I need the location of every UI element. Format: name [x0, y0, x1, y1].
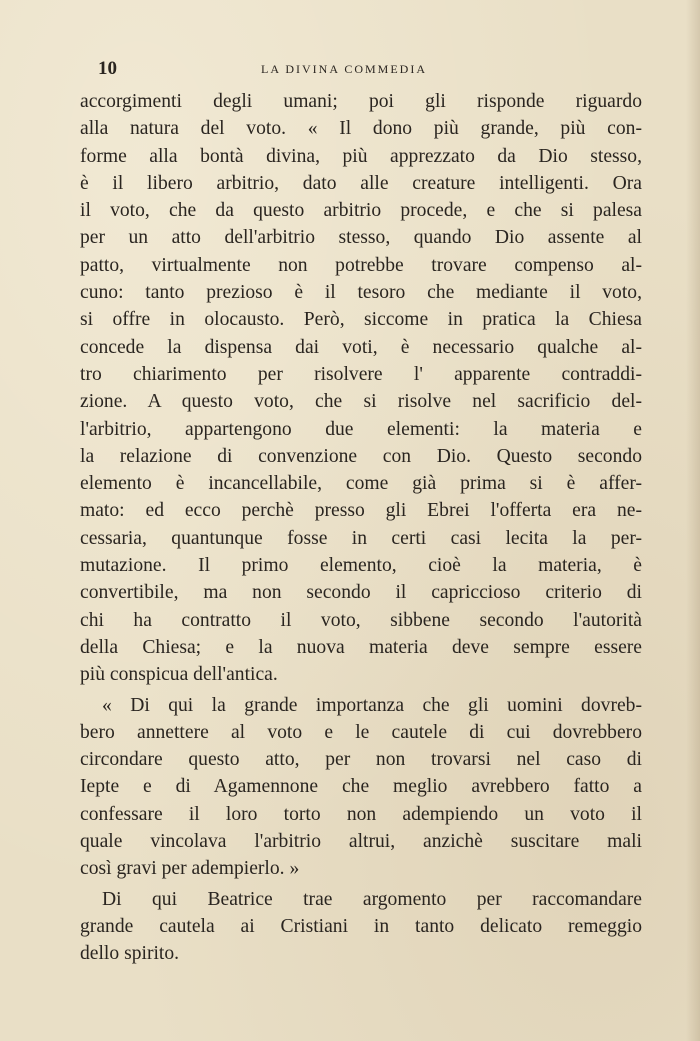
paragraph [80, 886, 642, 968]
text-line: quale vincolava l'arbitrio altrui, anzichè suscitare mali [80, 831, 642, 853]
text-line: è il libero arbitrio, dato alle creature intelligenti. Ora [80, 172, 642, 194]
text-line: chi ha contratto il voto, sibbene secondo l'autorità [80, 609, 642, 631]
text-line: elemento è incancellabile, come già prima si è affer- [80, 473, 642, 495]
text-line: il voto, che da questo arbitrio procede, e che si palesa [80, 200, 642, 222]
text-line: dello spirito. [80, 943, 180, 965]
page-number: 10 [98, 58, 117, 79]
text-line: grande cautela ai Cristiani in tanto delicato remeggio [80, 915, 642, 937]
text-line: forme alla bontà divina, più apprezzato da Dio stesso, [80, 145, 642, 167]
page-edge-shadow [686, 0, 700, 1041]
text-line: più conspicua dell'antica. [80, 664, 278, 686]
text-line: convertibile, ma non secondo il capriccioso criterio di [80, 582, 642, 604]
text-line: la relazione di convenzione con Dio. Questo secondo [80, 445, 642, 467]
text-line: cessaria, quantunque fosse in certi casi lecita la per- [80, 527, 642, 549]
paragraph [80, 88, 642, 689]
text-line: mato: ed ecco perchè presso gli Ebrei l'offerta era ne- [80, 500, 642, 522]
text-line: tro chiarimento per risolvere l' apparente contraddi- [80, 363, 642, 385]
text-line: così gravi per adempierlo. » [80, 858, 300, 880]
text-line: bero annettere al voto e le cautele di cui dovrebbero [80, 721, 642, 743]
running-title: LA DIVINA COMMEDIA [261, 62, 427, 76]
text-line: accorgimenti degli umani; poi gli risponde riguardo [80, 91, 642, 112]
text-line: per un atto dell'arbitrio stesso, quando Dio assente al [80, 227, 642, 249]
text-line: si offre in olocausto. Però, siccome in pratica la Chiesa [80, 309, 642, 331]
text-line: mutazione. Il primo elemento, cioè la materia, è [80, 555, 642, 577]
text-line: zione. A questo voto, che si risolve nel sacrificio del- [80, 391, 642, 413]
paragraph [80, 692, 642, 883]
body-text [80, 88, 642, 968]
text-line: circondare questo atto, per non trovarsi nel caso di [80, 749, 642, 771]
text-line: della Chiesa; e la nuova materia deve sempre essere [80, 636, 642, 658]
text-line: Di qui Beatrice trae argomento per raccomandare [102, 888, 642, 910]
text-line: confessare il loro torto non adempiendo un voto il [80, 803, 642, 825]
page-header [98, 58, 643, 82]
text-line: concede la dispensa dai voti, è necessario qualche al- [80, 336, 642, 358]
text-line: alla natura del voto. « Il dono più grande, più con- [80, 118, 642, 140]
text-line: l'arbitrio, appartengono due elementi: la materia e [80, 418, 642, 440]
text-line: Iepte e di Agamennone che meglio avrebbero fatto a [80, 776, 642, 798]
text-line: « Di qui la grande importanza che gli uomini dovreb- [102, 694, 642, 716]
text-line: cuno: tanto prezioso è il tesoro che mediante il voto, [80, 282, 642, 304]
text-line: patto, virtualmente non potrebbe trovare compenso al- [80, 254, 642, 276]
